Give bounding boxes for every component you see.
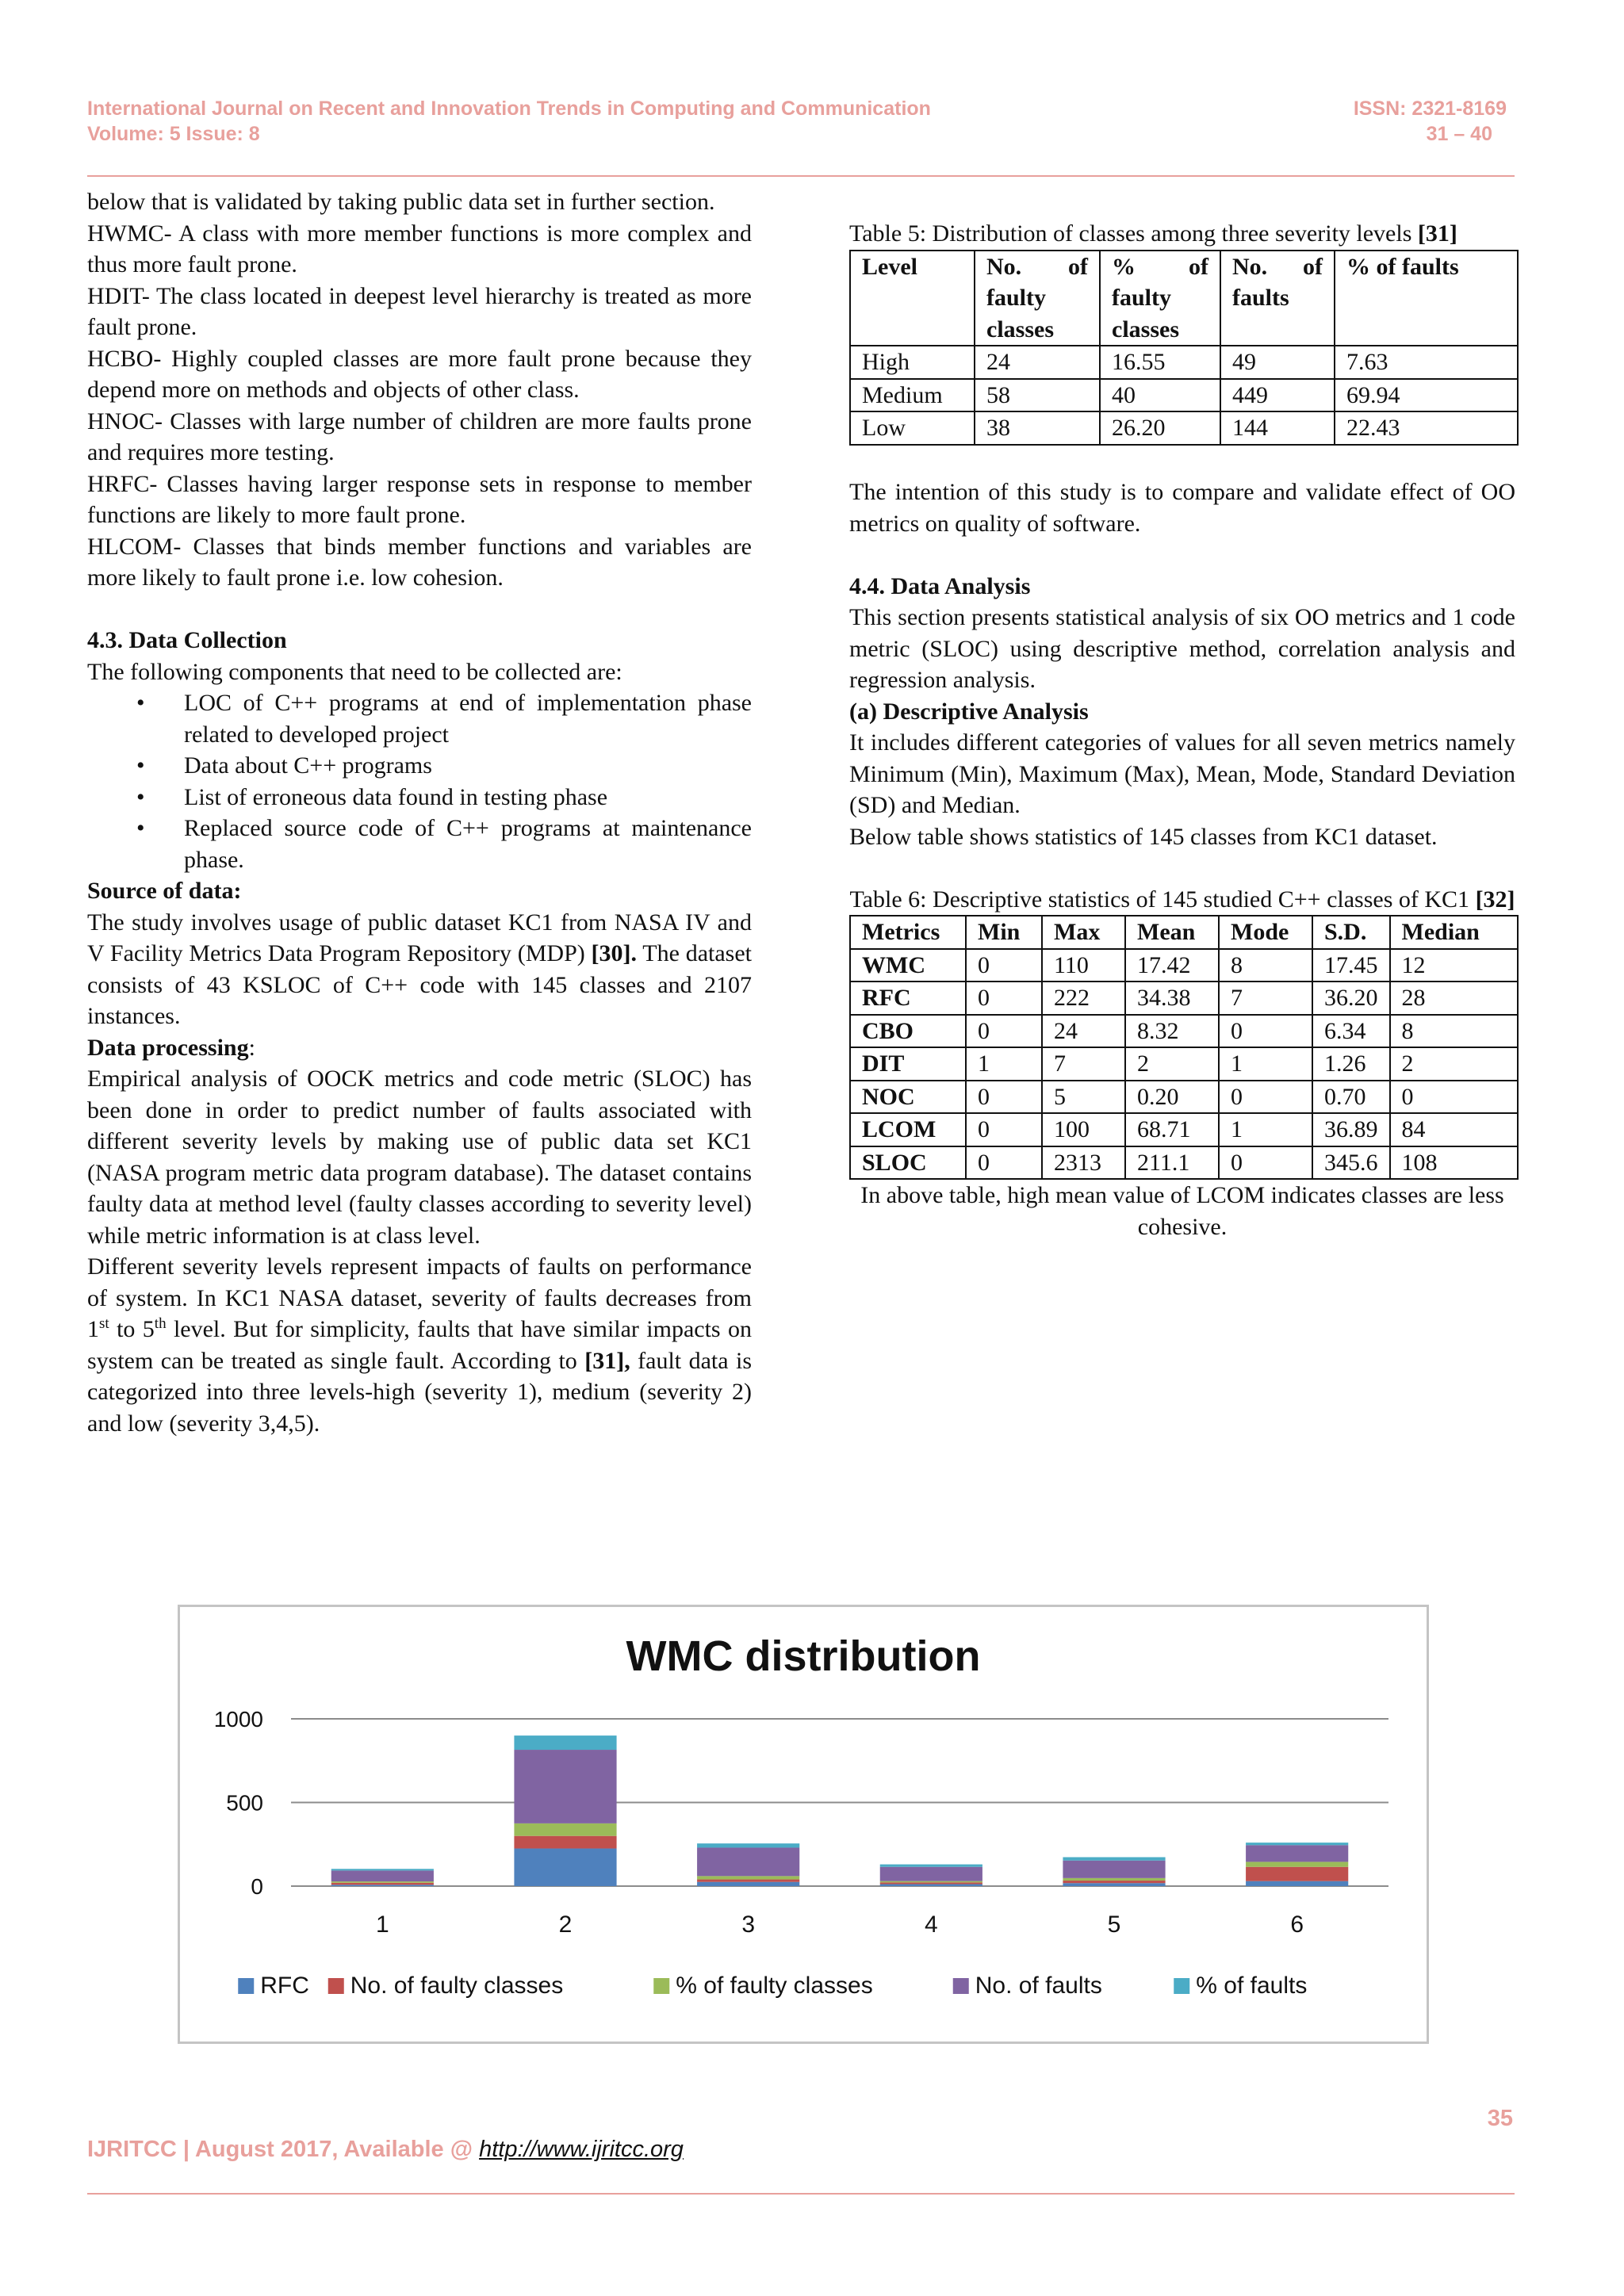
table-cell: 36.89: [1312, 1113, 1390, 1146]
table-note: In above table, high mean value of LCOM indicates classes are less cohesive.: [860, 1182, 1504, 1240]
legend-swatch: [653, 1978, 669, 1994]
table-cell: 0: [966, 1113, 1042, 1146]
table-row: [850, 1146, 1518, 1180]
paragraph: below that is validated by taking public data set in further section.: [87, 189, 715, 215]
issn: ISSN: 2321-8169: [1353, 98, 1507, 120]
table-header-row: [850, 916, 1518, 949]
table-cell: 0: [966, 949, 1042, 982]
bar-segment: [880, 1884, 982, 1886]
bar-segment: [1063, 1883, 1165, 1886]
paragraph: This section presents statistical analysis of six OO metrics and 1 code metric (SLOC) using descriptive method, correlation analysis and regression analysis.: [849, 604, 1515, 693]
table-row: [850, 379, 1518, 412]
bar-segment: [331, 1869, 434, 1870]
table-cell: 0: [966, 1146, 1042, 1180]
table-header-cell: No. of faults: [1220, 251, 1335, 346]
volume-issue: Volume: 5 Issue: 8: [87, 123, 260, 145]
page-number: 35: [1487, 2106, 1513, 2131]
table-cell: SLOC: [850, 1146, 966, 1180]
table-header-cell: Mode: [1219, 916, 1312, 949]
footer-rule: [87, 2193, 1515, 2195]
legend-label: % of faults: [1196, 1973, 1308, 1999]
bar-segment: [514, 1849, 616, 1886]
bar-segment: [697, 1847, 799, 1876]
bar-segment: [1246, 1881, 1348, 1886]
paragraph: HWMC- A class with more member functions is more complex and thus more fault prone.: [87, 220, 752, 277]
table-cell: 49: [1220, 346, 1335, 379]
table-cell: 0: [1219, 1146, 1312, 1180]
paragraph: It includes different categories of values for all seven metrics namely Minimum (Min), Maximum (Max), Mean, Mode, Standard Deviation (SD) and Median.: [849, 729, 1515, 818]
paragraph: Empirical analysis of OOCK metrics and code metric (SLOC) has been done in order to predict number of faults associated with different severity levels by making use of public data set KC1 (NASA program metric data program database). The dataset contains faulty data at method level (faulty classes according to severity level) while metric information is at class level.: [87, 1066, 752, 1249]
table-cell: 2: [1390, 1047, 1519, 1081]
legend-label: No. of faulty classes: [350, 1973, 564, 1999]
paragraph: Different severity levels represent impacts of faults on performance of system. In KC1 NASA dataset, severity of faults decreases from 1st to 5th level. But for simplicity, faults that have similar impacts on system can be treated as single fault. According to [31], fault data is categorized into three levels-high (severity 1), medium (severity 2) and low (severity 3,4,5).: [87, 1253, 752, 1437]
paragraph: HDIT- The class located in deepest level hierarchy is treated as more fault prone.: [87, 282, 752, 340]
bar-segment: [1063, 1881, 1165, 1883]
bar-segment: [331, 1885, 434, 1886]
bar-segment: [331, 1881, 434, 1883]
bar-segment: [880, 1867, 982, 1881]
table-cell: 28: [1390, 982, 1519, 1015]
table-5: [849, 250, 1519, 446]
table-6: [849, 915, 1519, 1180]
table-cell: 211.1: [1125, 1146, 1219, 1180]
section-heading: 4.4. Data Analysis: [849, 572, 1031, 599]
x-tick-label: 6: [1290, 1911, 1304, 1938]
bar-segment: [697, 1882, 799, 1886]
paragraph: The study involves usage of public dataset KC1 from NASA IV and V Facility Metrics Data Program Repository (MDP) [30]. The dataset consists of 43 KSLOC of C++ code with 145 classes and 2107 instances.: [87, 909, 752, 1029]
x-axis-labels: [376, 1911, 1304, 1938]
subheading: Source of data:: [87, 878, 242, 904]
bar-segment: [514, 1735, 616, 1750]
bar-segment: [880, 1865, 982, 1867]
table-cell: 8: [1390, 1015, 1519, 1048]
bar-segment: [880, 1881, 982, 1883]
footer-text: IJRITCC | August 2017, Available @ http://www.ijritcc.org: [87, 2137, 684, 2162]
table-header-cell: % of faulty classes: [1100, 251, 1220, 346]
table-cell: 22.43: [1335, 411, 1518, 445]
table-cell: 1.26: [1312, 1047, 1390, 1081]
table-cell: 108: [1390, 1146, 1519, 1180]
table-cell: 6.34: [1312, 1015, 1390, 1048]
subheading: Data processing:: [87, 1034, 255, 1061]
table-header-cell: Median: [1390, 916, 1519, 949]
table-cell: 0: [966, 982, 1042, 1015]
table-cell: 26.20: [1100, 411, 1220, 445]
bar-segment: [880, 1882, 982, 1884]
table-row: [850, 982, 1518, 1015]
list-item: • Replaced source code of C++ programs at maintenance phase.: [184, 813, 752, 875]
table-cell: Medium: [850, 379, 975, 412]
right-column: [849, 218, 1515, 1242]
legend-label: No. of faults: [975, 1973, 1102, 1999]
table-cell: 222: [1042, 982, 1125, 1015]
table-header-cell: S.D.: [1312, 916, 1390, 949]
table-cell: 0: [1390, 1081, 1519, 1114]
table-cell: 345.6: [1312, 1146, 1390, 1180]
paragraph: HNOC- Classes with large number of children are more faults prone and requires more testing.: [87, 408, 752, 465]
table-cell: 7.63: [1335, 346, 1518, 379]
citation: [32]: [1475, 886, 1515, 913]
table-cell: 2313: [1042, 1146, 1125, 1180]
table-cell: 0.20: [1125, 1081, 1219, 1114]
paragraph: Below table shows statistics of 145 classes from KC1 dataset.: [849, 823, 1438, 850]
paragraph: HCBO- Highly coupled classes are more fault prone because they depend more on methods and objects of other class.: [87, 345, 752, 403]
table-cell: 449: [1220, 379, 1335, 412]
table-cell: 24: [1042, 1015, 1125, 1048]
bar-segment: [331, 1870, 434, 1881]
table-cell: 100: [1042, 1113, 1125, 1146]
left-column: [87, 186, 752, 1439]
table-cell: 7: [1042, 1047, 1125, 1081]
legend-swatch: [238, 1978, 254, 1994]
table-cell: 16.55: [1100, 346, 1220, 379]
header-rule: [87, 175, 1515, 177]
table-cell: WMC: [850, 949, 966, 982]
table-header-cell: % of faults: [1335, 251, 1518, 346]
legend-swatch: [953, 1978, 969, 1994]
list-item: • Data about C++ programs: [184, 750, 752, 782]
table-cell: 0: [1219, 1081, 1312, 1114]
table-cell: 36.20: [1312, 982, 1390, 1015]
x-tick-label: 5: [1107, 1911, 1121, 1938]
table-cell: 40: [1100, 379, 1220, 412]
legend-label: % of faulty classes: [676, 1973, 873, 1999]
bar-segment: [1063, 1857, 1165, 1860]
chart-bars: [331, 1735, 1349, 1886]
table-header-cell: Level: [850, 251, 975, 346]
table-caption: Table 5: Distribution of classes among three severity levels [31]: [849, 220, 1457, 247]
table-cell: 8: [1219, 949, 1312, 982]
x-tick-label: 3: [741, 1911, 756, 1938]
section-heading: 4.3. Data Collection: [87, 627, 287, 653]
table-cell: Low: [850, 411, 975, 445]
table-cell: 0: [1219, 1015, 1312, 1048]
citation: [31],: [584, 1347, 630, 1374]
y-tick-label: 500: [226, 1790, 263, 1816]
table-cell: 1: [1219, 1113, 1312, 1146]
table-cell: 1: [966, 1047, 1042, 1081]
table-cell: 58: [975, 379, 1100, 412]
table-row: [850, 411, 1518, 445]
table-header-cell: Mean: [1125, 916, 1219, 949]
journal-title: International Journal on Recent and Innovation Trends in Computing and Communication: [87, 98, 931, 120]
chart-title: WMC distribution: [626, 1632, 981, 1680]
bar-segment: [697, 1880, 799, 1882]
y-tick-label: 0: [251, 1874, 263, 1899]
citation: [30].: [591, 940, 638, 966]
table-header-cell: Min: [966, 916, 1042, 949]
table-cell: 24: [975, 346, 1100, 379]
chart-svg: [180, 1607, 1427, 2042]
table-row: [850, 1081, 1518, 1114]
paragraph: HRFC- Classes having larger response sets in response to member functions are likely to more fault prone.: [87, 470, 752, 528]
table-cell: 12: [1390, 949, 1519, 982]
table-cell: 1: [1219, 1047, 1312, 1081]
bar-segment: [1246, 1845, 1348, 1862]
table-cell: 34.38: [1125, 982, 1219, 1015]
table-cell: 110: [1042, 949, 1125, 982]
bar-segment: [331, 1883, 434, 1885]
table-cell: 68.71: [1125, 1113, 1219, 1146]
table-cell: DIT: [850, 1047, 966, 1081]
table-cell: RFC: [850, 982, 966, 1015]
table-header-cell: No. of faulty classes: [975, 251, 1100, 346]
x-tick-label: 4: [924, 1911, 938, 1938]
x-tick-label: 2: [558, 1911, 573, 1938]
table-header-row: [850, 251, 1518, 346]
table-cell: LCOM: [850, 1113, 966, 1146]
footer-link[interactable]: http://www.ijritcc.org: [479, 2137, 684, 2162]
chart-legend: [238, 1973, 1307, 1999]
table-cell: 84: [1390, 1113, 1519, 1146]
table-cell: CBO: [850, 1015, 966, 1048]
table-header-cell: Max: [1042, 916, 1125, 949]
table-cell: 0: [966, 1015, 1042, 1048]
table-cell: 17.42: [1125, 949, 1219, 982]
table-cell: 7: [1219, 982, 1312, 1015]
bar-segment: [1246, 1867, 1348, 1881]
legend-label: RFC: [260, 1973, 309, 1999]
page-range: 31 – 40: [1426, 123, 1492, 145]
table-row: [850, 949, 1518, 982]
table-row: [850, 1113, 1518, 1146]
legend-swatch: [328, 1978, 344, 1994]
table-cell: NOC: [850, 1081, 966, 1114]
bar-segment: [697, 1876, 799, 1879]
table-cell: 0.70: [1312, 1081, 1390, 1114]
bar-segment: [697, 1843, 799, 1847]
bar-segment: [514, 1823, 616, 1836]
table-cell: 2: [1125, 1047, 1219, 1081]
x-tick-label: 1: [375, 1911, 389, 1938]
table-cell: 8.32: [1125, 1015, 1219, 1048]
y-tick-label: 1000: [213, 1707, 263, 1732]
bar-segment: [514, 1750, 616, 1823]
list-item: • List of erroneous data found in testing phase: [184, 782, 752, 813]
list-item: • LOC of C++ programs at end of implementation phase related to developed project: [184, 687, 752, 750]
table-row: [850, 346, 1518, 379]
table-cell: 17.45: [1312, 949, 1390, 982]
legend-swatch: [1174, 1978, 1189, 1994]
citation: [31]: [1417, 220, 1457, 247]
table-caption: Table 6: Descriptive statistics of 145 studied C++ classes of KC1 [32]: [849, 886, 1515, 913]
table-row: [850, 1047, 1518, 1081]
table-row: [850, 1015, 1518, 1048]
paragraph: HLCOM- Classes that binds member functions and variables are more likely to fault prone i.e. low cohesion.: [87, 533, 752, 591]
table-cell: 0: [966, 1081, 1042, 1114]
bar-segment: [1063, 1878, 1165, 1881]
subheading: (a) Descriptive Analysis: [849, 698, 1089, 725]
paragraph: The following components that need to be collected are:: [87, 658, 622, 685]
table-cell: High: [850, 346, 975, 379]
bar-segment: [1063, 1861, 1165, 1878]
table-cell: 69.94: [1335, 379, 1518, 412]
table-header-cell: Metrics: [850, 916, 966, 949]
bar-segment: [1246, 1862, 1348, 1866]
bullet-list: [87, 687, 752, 875]
bar-segment: [514, 1836, 616, 1849]
table-cell: 144: [1220, 411, 1335, 445]
paragraph: The intention of this study is to compare and validate effect of OO metrics on quality of software.: [849, 479, 1515, 537]
table-cell: 38: [975, 411, 1100, 445]
wmc-distribution-chart: [178, 1605, 1429, 2044]
bar-segment: [1246, 1843, 1348, 1845]
table-cell: 5: [1042, 1081, 1125, 1114]
